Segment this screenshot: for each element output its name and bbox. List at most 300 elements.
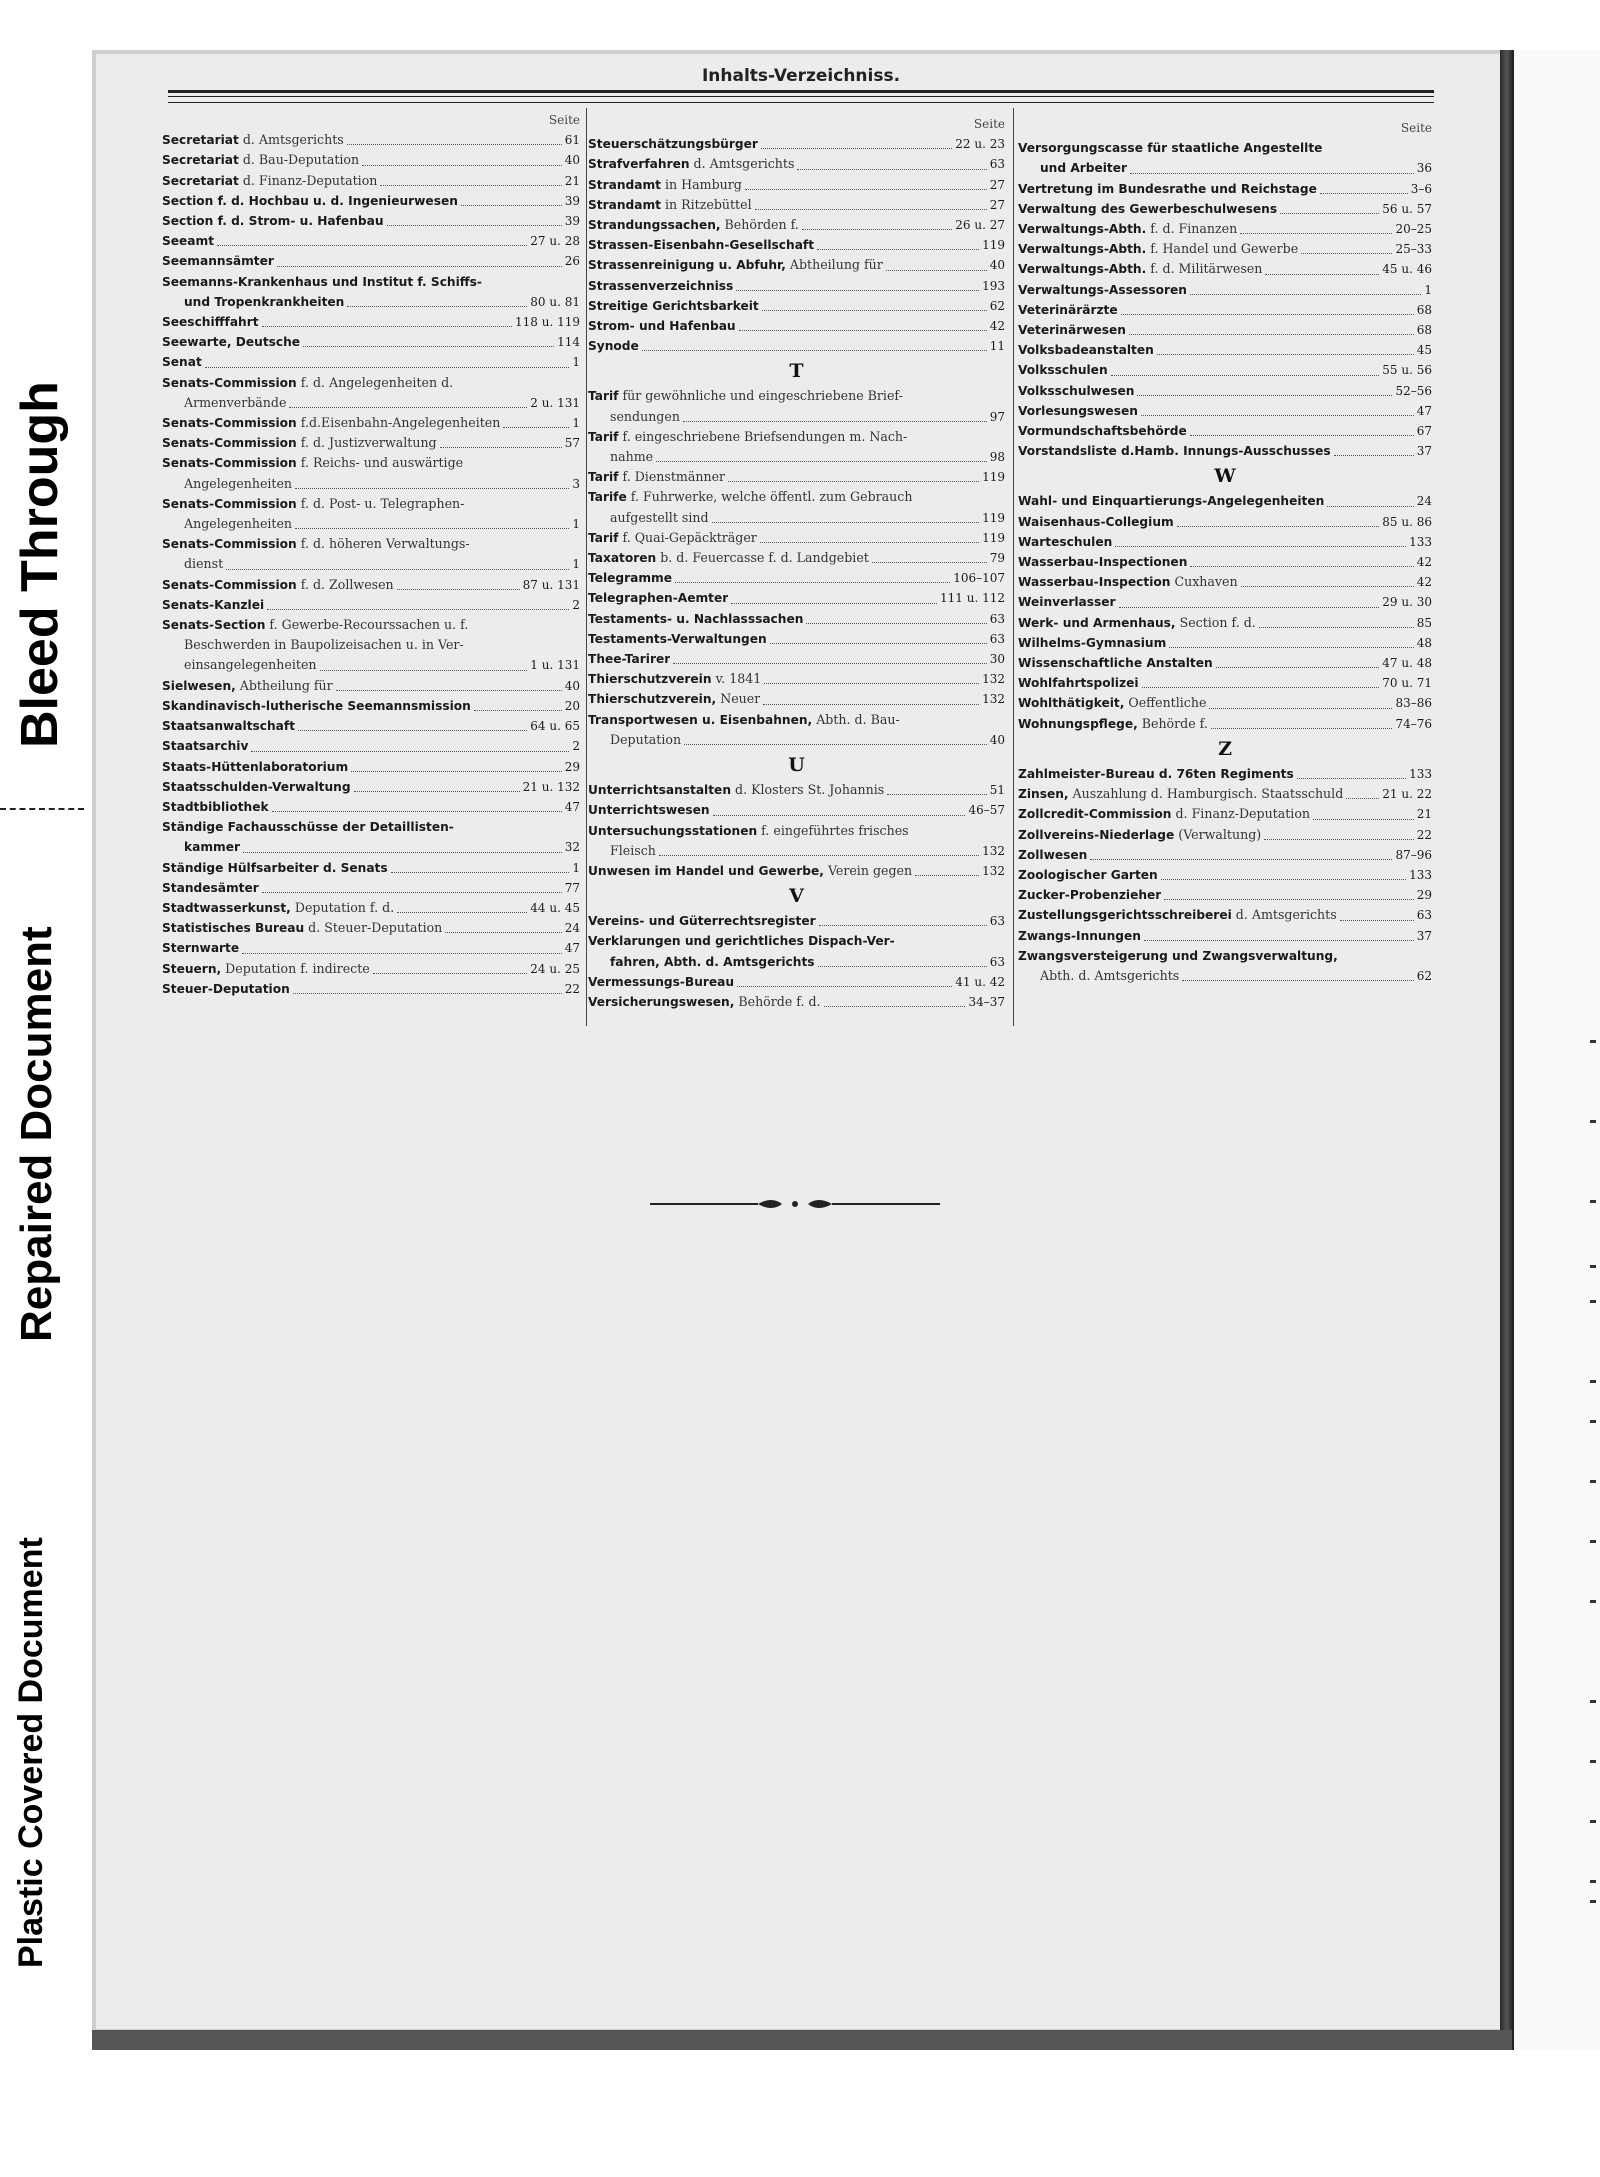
index-entry — [588, 134, 1005, 154]
binding-gutter — [1500, 50, 1514, 2050]
entry-continuation: Deputation — [610, 731, 682, 747]
dot-leader — [347, 306, 527, 307]
entry-qualifier: Behörde f. — [1141, 715, 1208, 731]
dot-leader — [226, 569, 569, 570]
entry-page: 29 — [564, 759, 580, 774]
dot-leader — [380, 185, 561, 186]
dot-leader — [684, 744, 987, 745]
entry-page: 85 u. 86 — [1382, 514, 1432, 529]
dot-leader — [642, 350, 987, 351]
entry-page: 63 — [1416, 908, 1432, 923]
entry-text — [1018, 653, 1213, 673]
index-entry — [162, 150, 580, 170]
entry-term: Tarif — [588, 429, 619, 444]
entry-qualifier: d. Bau-Deputation — [242, 152, 360, 168]
index-entry — [588, 911, 1005, 931]
page-bottom-edge — [92, 2030, 1512, 2050]
entry-text — [162, 332, 300, 352]
dot-leader — [262, 326, 512, 327]
entry-continuation: Abth. d. Amtsgerichts — [1040, 967, 1180, 983]
dot-leader — [1111, 375, 1380, 376]
index-entry — [1018, 421, 1432, 441]
entry-text — [588, 629, 767, 649]
entry-text — [1018, 340, 1154, 360]
dot-leader — [387, 225, 562, 226]
entry-term: Wilhelms-Gymnasium — [1018, 635, 1167, 650]
entry-text — [1018, 552, 1187, 572]
entry-line-1 — [588, 821, 1005, 841]
index-entry — [588, 427, 1005, 467]
entry-text — [162, 676, 333, 696]
entry-page: 20 — [564, 698, 580, 713]
dot-leader — [1129, 334, 1414, 335]
index-entry — [588, 195, 1005, 215]
entry-term: Steuer-Deputation — [162, 981, 290, 996]
entry-page: 1 — [572, 416, 580, 431]
entry-term: Statistisches Bureau — [162, 921, 305, 936]
index-entry — [162, 858, 580, 878]
index-entry — [162, 171, 580, 191]
entry-qualifier: d. Finanz-Deputation — [242, 172, 378, 188]
index-entry — [588, 992, 1005, 1012]
entry-line-1 — [162, 494, 580, 514]
entry-term: Secretariat — [162, 173, 239, 188]
entry-line-2 — [162, 635, 580, 655]
dot-leader — [1301, 253, 1392, 254]
entry-term: Unwesen im Handel und Gewerbe, — [588, 863, 824, 878]
index-entry — [1018, 804, 1432, 824]
section-letter: V — [789, 885, 804, 908]
dot-leader — [373, 973, 528, 974]
entry-term: Seeamt — [162, 234, 215, 249]
entry-text — [162, 979, 290, 999]
header-rule-thin — [168, 96, 1434, 97]
entry-term: Werk- und Armenhaus, — [1018, 615, 1176, 630]
dot-leader — [673, 663, 986, 664]
entry-page: 119 — [982, 510, 1005, 525]
entry-term: Senats-Commission — [162, 456, 297, 471]
dot-leader — [1157, 354, 1414, 355]
entry-page: 63 — [989, 611, 1005, 626]
entry-term: Testaments- u. Nachlasssachen — [588, 611, 804, 626]
seite-label: Seite — [1400, 121, 1432, 135]
entry-page: 20–25 — [1395, 222, 1432, 237]
entry-page: 21 u. 22 — [1382, 787, 1432, 802]
entry-text — [1018, 179, 1317, 199]
entry-term: Vermessungs-Bureau — [588, 974, 735, 989]
index-entry — [162, 676, 580, 696]
entry-page: 27 — [989, 177, 1005, 192]
dot-leader — [737, 986, 952, 987]
index-entry — [162, 575, 580, 595]
index-entry — [162, 130, 580, 150]
entry-term: Verklarungen und gerichtliches Dispach-Ver- — [588, 934, 895, 949]
entry-term: Vorlesungswesen — [1018, 403, 1138, 418]
entry-page: 114 — [557, 335, 580, 350]
dot-leader — [761, 148, 952, 149]
entry-page: 79 — [989, 551, 1005, 566]
entry-text — [1018, 865, 1158, 885]
index-entry — [588, 154, 1005, 174]
dot-leader — [1169, 647, 1413, 648]
entry-text — [1018, 280, 1187, 300]
entry-term: Thee-Tarirer — [588, 652, 671, 667]
entry-page: 47 — [1416, 403, 1432, 418]
entry-text — [1018, 421, 1187, 441]
dot-leader — [802, 229, 952, 230]
entry-text — [588, 316, 736, 336]
entry-page: 36 — [1416, 161, 1432, 176]
entry-term: Waisenhaus-Collegium — [1018, 514, 1174, 529]
dot-leader — [1161, 879, 1406, 880]
dot-leader — [683, 421, 987, 422]
section-letter: U — [788, 754, 805, 777]
entry-page: 40 — [989, 258, 1005, 273]
dot-leader — [1280, 213, 1379, 214]
index-entry — [162, 453, 580, 493]
dot-leader — [397, 589, 520, 590]
entry-text — [610, 407, 680, 427]
dot-leader — [251, 751, 569, 752]
entry-term: Vormundschaftsbehörde — [1018, 424, 1187, 439]
dot-leader — [320, 670, 528, 671]
dot-leader — [354, 791, 520, 792]
entry-term: Standesämter — [162, 880, 259, 895]
entry-text — [162, 171, 377, 191]
entry-page: 64 u. 65 — [530, 719, 580, 734]
entry-page: 63 — [989, 954, 1005, 969]
dot-leader — [1141, 415, 1414, 416]
index-entry — [588, 276, 1005, 296]
bleed-mark — [1590, 1265, 1596, 1268]
entry-text — [162, 797, 269, 817]
bleed-mark — [1590, 1040, 1596, 1043]
entry-text — [162, 575, 394, 595]
dot-leader — [243, 852, 562, 853]
entry-text — [588, 800, 710, 820]
entry-term: Strassenreinigung u. Abfuhr, — [588, 258, 786, 273]
dot-leader — [675, 582, 950, 583]
adjacent-page-edge — [1514, 50, 1600, 2050]
entry-text — [610, 730, 681, 750]
dot-leader — [1164, 899, 1413, 900]
entry-page: 133 — [1409, 867, 1432, 882]
dot-leader — [1241, 586, 1414, 587]
entry-term: Vorstandsliste d.Hamb. Innungs-Ausschusses — [1018, 444, 1331, 459]
entry-term: Versorgungscasse für staatliche Angestellte — [1018, 141, 1323, 156]
index-entry — [162, 878, 580, 898]
entry-term: Staatsschulden-Verwaltung — [162, 779, 351, 794]
entry-qualifier: Oeffentliche — [1128, 695, 1207, 711]
entry-term: Senats-Commission — [162, 577, 297, 592]
entry-term: Senats-Commission — [162, 375, 297, 390]
entry-page: 119 — [982, 470, 1005, 485]
entry-qualifier: Section f. d. — [1179, 614, 1256, 630]
entry-continuation: kammer — [184, 840, 241, 855]
entry-page: 98 — [989, 450, 1005, 465]
entry-text — [162, 858, 388, 878]
entry-page: 24 — [1416, 494, 1432, 509]
entry-text — [1018, 491, 1324, 511]
index-entry — [588, 386, 1005, 426]
index-entry — [588, 487, 1005, 527]
index-entry — [1018, 219, 1432, 239]
entry-qualifier: Deputation f. indirecte — [225, 960, 370, 976]
index-entry — [588, 467, 1005, 487]
entry-text — [162, 959, 370, 979]
entry-page: 52–56 — [1395, 383, 1432, 398]
index-entry — [1018, 825, 1432, 845]
dot-leader — [1327, 506, 1413, 507]
entry-page: 106–107 — [953, 571, 1005, 586]
index-entry — [1018, 613, 1432, 633]
index-entry — [588, 588, 1005, 608]
index-entry — [588, 235, 1005, 255]
section-letter: W — [1214, 465, 1236, 488]
index-entry — [1018, 653, 1432, 673]
entry-page: 44 u. 45 — [530, 900, 580, 915]
entry-qualifier: f. Quai-Gepäckträger — [622, 529, 757, 545]
entry-term: Tarif — [588, 470, 619, 485]
entry-text — [1018, 199, 1277, 219]
entry-term: Senat — [162, 355, 202, 370]
dot-leader — [262, 892, 562, 893]
entry-text — [1018, 885, 1161, 905]
entry-text — [588, 649, 670, 669]
entry-page: 46–57 — [968, 803, 1005, 818]
entry-line-1 — [588, 427, 1005, 447]
entry-term: Strafverfahren — [588, 157, 690, 172]
entry-term: Zustellungsgerichtsschreiberei — [1018, 908, 1232, 923]
index-entry — [588, 568, 1005, 588]
index-entry — [162, 595, 580, 615]
dot-leader — [763, 704, 979, 705]
entry-page: 21 — [564, 173, 580, 188]
entry-qualifier: v. 1841 — [715, 671, 762, 687]
index-entry — [588, 821, 1005, 861]
entry-term: Volksbadeanstalten — [1018, 343, 1154, 358]
dot-leader — [819, 925, 987, 926]
entry-page: 2 — [572, 739, 580, 754]
entry-page: 51 — [989, 783, 1005, 798]
entry-continuation: einsangelegenheiten — [184, 657, 317, 673]
entry-term: Senats-Commission — [162, 436, 297, 451]
entry-qualifier: Deputation f. d. — [294, 899, 395, 915]
entry-text — [610, 447, 653, 467]
dot-leader — [336, 690, 562, 691]
entry-page: 87 u. 131 — [522, 577, 580, 592]
entry-continuation: nahme — [610, 449, 654, 465]
entry-text — [162, 312, 259, 332]
entry-page: 83–86 — [1395, 696, 1432, 711]
entry-term: Zucker-Probenzieher — [1018, 888, 1162, 903]
entry-term: Senats-Commission — [162, 537, 297, 552]
entry-text — [162, 878, 259, 898]
index-entry — [1018, 905, 1432, 925]
header-rule-thick — [168, 90, 1434, 93]
entry-page: 48 — [1416, 635, 1432, 650]
index-entry — [588, 800, 1005, 820]
entry-text — [1018, 532, 1112, 552]
entry-term: Zinsen, — [1018, 787, 1069, 802]
index-entry — [1018, 572, 1432, 592]
bleed-mark — [1590, 1760, 1596, 1763]
bleed-mark — [1590, 1880, 1596, 1883]
dot-leader — [1142, 687, 1380, 688]
entry-text — [1018, 320, 1126, 340]
bleed-through-label: Bleed Through — [11, 381, 69, 748]
entry-line-1 — [588, 710, 1005, 730]
dot-leader — [745, 189, 987, 190]
entry-qualifier: in Hamburg — [665, 176, 742, 192]
entry-page: 1 — [572, 860, 580, 875]
entry-page: 21 u. 132 — [522, 779, 580, 794]
entry-qualifier: f. d. höheren Verwaltungs- — [300, 536, 470, 552]
index-entry — [162, 251, 580, 271]
entry-term: Thierschutzverein, — [588, 692, 717, 707]
dot-leader — [656, 461, 987, 462]
entry-term: Seeschifffahrt — [162, 315, 259, 330]
dot-leader — [806, 623, 986, 624]
entry-text — [610, 841, 656, 861]
entry-page: 22 u. 23 — [955, 137, 1005, 152]
index-column-3 — [1018, 118, 1432, 986]
dot-leader — [391, 872, 570, 873]
entry-page: 132 — [982, 672, 1005, 687]
dot-leader — [1265, 274, 1379, 275]
entry-page: 85 — [1416, 615, 1432, 630]
dot-leader — [760, 542, 979, 543]
index-entry — [588, 316, 1005, 336]
entry-continuation: Fleisch — [610, 842, 656, 858]
index-entry — [588, 710, 1005, 750]
index-entry — [1018, 714, 1432, 734]
entry-page: 132 — [982, 692, 1005, 707]
entry-page: 3 — [572, 476, 580, 491]
dot-leader — [1264, 839, 1414, 840]
entry-page: 118 u. 119 — [515, 315, 580, 330]
entry-qualifier: Behörden f. — [724, 217, 799, 233]
entry-page: 119 — [982, 530, 1005, 545]
entry-page: 1 u. 131 — [530, 658, 580, 673]
index-entry — [162, 696, 580, 716]
seite-label: Seite — [973, 117, 1005, 131]
entry-text — [588, 861, 912, 881]
entry-page: 42 — [989, 319, 1005, 334]
entry-line-1 — [162, 373, 580, 393]
entry-text — [1018, 613, 1256, 633]
entry-term: Volksschulen — [1018, 363, 1108, 378]
entry-page: 1 — [572, 517, 580, 532]
dot-leader — [1090, 859, 1392, 860]
index-entry — [1018, 320, 1432, 340]
entry-page: 27 u. 28 — [530, 234, 580, 249]
entry-qualifier: f. d. Zollwesen — [300, 576, 394, 592]
entry-qualifier: f. Dienstmänner — [622, 469, 726, 485]
entry-term: Zollcredit-Commission — [1018, 807, 1172, 822]
entry-text — [1018, 714, 1208, 734]
entry-line-last — [588, 407, 1005, 427]
dot-leader — [1209, 708, 1392, 709]
index-entry — [1018, 340, 1432, 360]
entry-qualifier: f. Reichs- und auswärtige — [300, 455, 464, 471]
entry-page: 2 u. 131 — [530, 395, 580, 410]
index-entry — [162, 918, 580, 938]
entry-term: Zwangs-Innungen — [1018, 928, 1141, 943]
index-entry — [162, 938, 580, 958]
entry-line-last — [162, 655, 580, 675]
dot-leader — [1340, 920, 1414, 921]
index-entry — [162, 534, 580, 574]
entry-term: Wohlthätigkeit, — [1018, 696, 1125, 711]
entry-page: 42 — [1416, 575, 1432, 590]
index-entry — [162, 615, 580, 676]
entry-page: 132 — [982, 863, 1005, 878]
entry-term: Seewarte, Deutsche — [162, 335, 301, 350]
dot-leader — [347, 144, 562, 145]
entry-text — [162, 413, 500, 433]
seite-label: Seite — [548, 113, 580, 127]
index-entry — [1018, 673, 1432, 693]
entry-qualifier: f. d. Angelegenheiten d. — [300, 374, 454, 390]
dot-leader — [362, 165, 562, 166]
entry-text — [162, 231, 214, 251]
dot-leader — [1313, 819, 1414, 820]
entry-text — [1018, 905, 1337, 925]
index-entry — [162, 797, 580, 817]
entry-term: Tarif — [588, 389, 619, 404]
ornament-divider — [650, 1196, 940, 1212]
entry-text — [1018, 381, 1134, 401]
entry-page: 97 — [989, 409, 1005, 424]
entry-line-1 — [162, 615, 580, 635]
entry-line-1 — [588, 386, 1005, 406]
index-entry — [1018, 885, 1432, 905]
entry-term: Thierschutzverein — [588, 672, 712, 687]
entry-text — [588, 336, 639, 356]
entry-text — [162, 211, 384, 231]
entry-line-1 — [162, 453, 580, 473]
entry-term: Wohlfahrtspolizei — [1018, 676, 1139, 691]
dot-leader — [1190, 435, 1414, 436]
entry-continuation: fahren, Abth. d. Amtsgerichts — [610, 954, 815, 969]
entry-page: 29 — [1416, 888, 1432, 903]
entry-page: 40 — [564, 153, 580, 168]
entry-text — [588, 175, 742, 195]
entry-text — [588, 528, 757, 548]
entry-page: 57 — [564, 436, 580, 451]
entry-page: 63 — [989, 914, 1005, 929]
entry-text — [184, 292, 344, 312]
entry-page: 2 — [572, 597, 580, 612]
entry-text — [184, 554, 223, 574]
index-entry — [1018, 784, 1432, 804]
dot-leader — [217, 245, 527, 246]
dot-leader — [351, 771, 562, 772]
entry-line-last — [1018, 966, 1432, 986]
entry-page: 63 — [989, 157, 1005, 172]
entry-page: 24 — [564, 921, 580, 936]
entry-term: Staatsanwaltschaft — [162, 719, 296, 734]
entry-text — [588, 588, 728, 608]
dot-leader — [242, 953, 562, 954]
index-entry — [588, 669, 1005, 689]
entry-page: 80 u. 81 — [530, 294, 580, 309]
entry-line-last — [162, 474, 580, 494]
entry-term: Secretariat — [162, 153, 239, 168]
dot-leader — [728, 481, 979, 482]
dot-leader — [1121, 314, 1414, 315]
